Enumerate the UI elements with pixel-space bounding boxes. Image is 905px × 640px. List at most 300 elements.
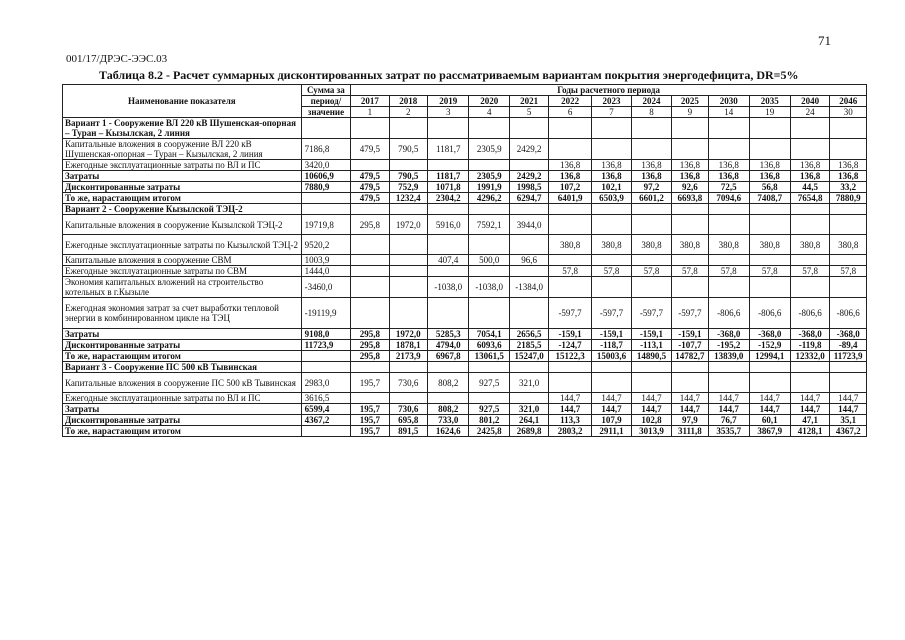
row-value bbox=[790, 362, 829, 373]
row-value: 57,8 bbox=[830, 266, 867, 277]
row-value: 136,8 bbox=[749, 171, 790, 182]
header-index: 8 bbox=[632, 107, 671, 118]
row-value bbox=[351, 255, 389, 266]
table-header bbox=[63, 85, 867, 118]
row-value: 5285,3 bbox=[428, 329, 469, 340]
row-value bbox=[749, 139, 790, 160]
row-value: 57,8 bbox=[549, 266, 591, 277]
row-value: 752,9 bbox=[389, 182, 427, 193]
row-value bbox=[389, 298, 427, 329]
row-value bbox=[351, 118, 389, 139]
header-year: 2022 bbox=[549, 96, 591, 107]
row-value: 11723,9 bbox=[830, 351, 867, 362]
row-name: Капитальные вложения в сооружение ПС 500 кВ Тывинская bbox=[63, 373, 302, 393]
row-value: 57,8 bbox=[591, 266, 631, 277]
header-index: 1 bbox=[351, 107, 389, 118]
row-sum: -19119,9 bbox=[301, 298, 351, 329]
row-value bbox=[671, 215, 708, 235]
row-value bbox=[549, 215, 591, 235]
row-value: 6693,8 bbox=[671, 193, 708, 204]
row-value: 7408,7 bbox=[749, 193, 790, 204]
row-value: 6503,9 bbox=[591, 193, 631, 204]
row-value: 380,8 bbox=[549, 235, 591, 255]
table-row bbox=[63, 204, 867, 215]
row-value bbox=[509, 298, 548, 329]
row-value: 321,0 bbox=[509, 404, 548, 415]
row-value: 136,8 bbox=[830, 171, 867, 182]
row-name: Капитальные вложения в сооружение СВМ bbox=[63, 255, 302, 266]
row-sum: 10606,9 bbox=[301, 171, 351, 182]
row-value: 2803,2 bbox=[549, 426, 591, 437]
header-index: 4 bbox=[469, 107, 509, 118]
row-sum: 7880,9 bbox=[301, 182, 351, 193]
row-value bbox=[389, 118, 427, 139]
row-value: 1991,9 bbox=[469, 182, 509, 193]
row-value: 57,8 bbox=[671, 266, 708, 277]
row-value: -368,0 bbox=[709, 329, 749, 340]
table-row bbox=[63, 415, 867, 426]
row-value bbox=[509, 235, 548, 255]
row-value: 113,3 bbox=[549, 415, 591, 426]
row-value: 136,8 bbox=[830, 160, 867, 171]
header-name: Наименование показателя bbox=[63, 85, 302, 118]
row-value bbox=[509, 362, 548, 373]
row-value: 195,7 bbox=[351, 404, 389, 415]
page-number: 71 bbox=[818, 33, 831, 48]
row-value: 321,0 bbox=[509, 373, 548, 393]
row-name: Капитальные вложения в сооружение ВЛ 220 кВ Шушенская-опорная – Туран – Кызылская, 2 линия bbox=[63, 139, 302, 160]
header-sum-line1: Сумма за bbox=[301, 85, 351, 96]
row-value bbox=[591, 255, 631, 266]
row-value: 2173,9 bbox=[389, 351, 427, 362]
row-value bbox=[830, 139, 867, 160]
row-value: 295,8 bbox=[351, 215, 389, 235]
row-value: 479,5 bbox=[351, 139, 389, 160]
row-value: -597,7 bbox=[591, 298, 631, 329]
row-value bbox=[469, 393, 509, 404]
row-value: 57,8 bbox=[749, 266, 790, 277]
row-value bbox=[830, 373, 867, 393]
row-value: -1038,0 bbox=[469, 277, 509, 298]
row-value: 144,7 bbox=[709, 393, 749, 404]
row-value: 7654,8 bbox=[790, 193, 829, 204]
row-value: 380,8 bbox=[790, 235, 829, 255]
row-value: 6967,8 bbox=[428, 351, 469, 362]
row-value: 927,5 bbox=[469, 404, 509, 415]
row-value: 1181,7 bbox=[428, 171, 469, 182]
row-value: 6093,6 bbox=[469, 340, 509, 351]
row-name: Дисконтированные затраты bbox=[63, 415, 302, 426]
row-value: 136,8 bbox=[549, 171, 591, 182]
row-value: 14782,7 bbox=[671, 351, 708, 362]
row-sum bbox=[301, 362, 351, 373]
table-row bbox=[63, 193, 867, 204]
row-value: 4128,1 bbox=[790, 426, 829, 437]
row-value bbox=[469, 235, 509, 255]
row-value bbox=[632, 255, 671, 266]
row-value: 380,8 bbox=[591, 235, 631, 255]
table-row bbox=[63, 118, 867, 139]
row-value: 7094,6 bbox=[709, 193, 749, 204]
row-value: -368,0 bbox=[790, 329, 829, 340]
row-value: 7880,9 bbox=[830, 193, 867, 204]
row-value: 35,1 bbox=[830, 415, 867, 426]
row-value bbox=[830, 215, 867, 235]
row-value: 12332,0 bbox=[790, 351, 829, 362]
row-value: 1972,0 bbox=[389, 215, 427, 235]
row-value bbox=[469, 204, 509, 215]
row-value: 57,8 bbox=[790, 266, 829, 277]
row-value: 2185,5 bbox=[509, 340, 548, 351]
row-sum: 1444,0 bbox=[301, 266, 351, 277]
row-value: 13839,0 bbox=[709, 351, 749, 362]
row-value bbox=[591, 215, 631, 235]
row-value: 6294,7 bbox=[509, 193, 548, 204]
header-year: 2024 bbox=[632, 96, 671, 107]
row-value: 3867,9 bbox=[749, 426, 790, 437]
row-value bbox=[389, 255, 427, 266]
row-value bbox=[632, 139, 671, 160]
row-value bbox=[389, 204, 427, 215]
row-value: 33,2 bbox=[830, 182, 867, 193]
row-value: 1181,7 bbox=[428, 139, 469, 160]
row-value bbox=[709, 118, 749, 139]
row-value bbox=[632, 118, 671, 139]
row-value: 144,7 bbox=[830, 404, 867, 415]
row-sum: 4367,2 bbox=[301, 415, 351, 426]
row-value: -597,7 bbox=[632, 298, 671, 329]
header-year: 2020 bbox=[469, 96, 509, 107]
row-value: 790,5 bbox=[389, 139, 427, 160]
row-name: Дисконтированные затраты bbox=[63, 340, 302, 351]
row-value bbox=[549, 139, 591, 160]
row-value: 380,8 bbox=[749, 235, 790, 255]
row-value bbox=[509, 118, 548, 139]
header-index: 9 bbox=[671, 107, 708, 118]
row-value: 2911,1 bbox=[591, 426, 631, 437]
row-value bbox=[591, 362, 631, 373]
row-sum: 9108,0 bbox=[301, 329, 351, 340]
row-value: 144,7 bbox=[549, 393, 591, 404]
row-value bbox=[509, 160, 548, 171]
row-value: 1998,5 bbox=[509, 182, 548, 193]
row-name: Ежегодные эксплуатационные затраты по СВМ bbox=[63, 266, 302, 277]
row-value bbox=[632, 373, 671, 393]
row-sum: 6599,4 bbox=[301, 404, 351, 415]
row-value: 695,8 bbox=[389, 415, 427, 426]
row-value bbox=[671, 255, 708, 266]
row-value: 7592,1 bbox=[469, 215, 509, 235]
row-value: 195,7 bbox=[351, 373, 389, 393]
row-value: 295,8 bbox=[351, 329, 389, 340]
row-sum bbox=[301, 193, 351, 204]
table-row bbox=[63, 393, 867, 404]
row-value bbox=[469, 266, 509, 277]
header-years-group: Годы расчетного периода bbox=[351, 85, 867, 96]
row-value: 144,7 bbox=[549, 404, 591, 415]
row-name: Затраты bbox=[63, 404, 302, 415]
row-value: 136,8 bbox=[591, 171, 631, 182]
table-row bbox=[63, 404, 867, 415]
row-value bbox=[389, 235, 427, 255]
row-value: 136,8 bbox=[709, 160, 749, 171]
row-value bbox=[632, 277, 671, 298]
row-value: 47,1 bbox=[790, 415, 829, 426]
table-row bbox=[63, 362, 867, 373]
row-value: 107,2 bbox=[549, 182, 591, 193]
row-name: Вариант 2 - Сооружение Кызылской ТЭЦ-2 bbox=[63, 204, 302, 215]
row-sum bbox=[301, 118, 351, 139]
row-value: 380,8 bbox=[671, 235, 708, 255]
header-sum-line2: период/ bbox=[301, 96, 351, 107]
header-index: 7 bbox=[591, 107, 631, 118]
row-value bbox=[428, 362, 469, 373]
row-value bbox=[469, 118, 509, 139]
row-value: 136,8 bbox=[671, 171, 708, 182]
table-row bbox=[63, 139, 867, 160]
row-sum bbox=[301, 204, 351, 215]
row-value: 195,7 bbox=[351, 415, 389, 426]
row-value bbox=[351, 298, 389, 329]
row-value bbox=[830, 277, 867, 298]
row-sum: 9520,2 bbox=[301, 235, 351, 255]
row-name: Затраты bbox=[63, 171, 302, 182]
row-value bbox=[428, 160, 469, 171]
row-value bbox=[549, 277, 591, 298]
row-value bbox=[469, 362, 509, 373]
row-value: 97,2 bbox=[632, 182, 671, 193]
row-value: -159,1 bbox=[591, 329, 631, 340]
row-value bbox=[749, 215, 790, 235]
row-value: 144,7 bbox=[671, 404, 708, 415]
row-value: -806,6 bbox=[709, 298, 749, 329]
row-value bbox=[790, 215, 829, 235]
row-value: 72,5 bbox=[709, 182, 749, 193]
table-caption: Таблица 8.2 - Расчет суммарных дисконтированных затрат по рассматриваемым вариантам покрытия энергодефицита, DR=5% bbox=[99, 68, 799, 82]
row-sum bbox=[301, 426, 351, 437]
row-value: 2656,5 bbox=[509, 329, 548, 340]
row-value bbox=[351, 204, 389, 215]
header-year: 2019 bbox=[428, 96, 469, 107]
row-value: 136,8 bbox=[749, 160, 790, 171]
row-value bbox=[790, 255, 829, 266]
row-value bbox=[709, 373, 749, 393]
header-year: 2046 bbox=[830, 96, 867, 107]
row-value: -597,7 bbox=[671, 298, 708, 329]
header-year: 2035 bbox=[749, 96, 790, 107]
row-name: Дисконтированные затраты bbox=[63, 182, 302, 193]
row-value bbox=[389, 160, 427, 171]
row-sum bbox=[301, 351, 351, 362]
header-index: 30 bbox=[830, 107, 867, 118]
row-value: 144,7 bbox=[591, 404, 631, 415]
row-value: 407,4 bbox=[428, 255, 469, 266]
row-value bbox=[549, 362, 591, 373]
row-value bbox=[428, 118, 469, 139]
header-index: 24 bbox=[790, 107, 829, 118]
document-code: 001/17/ДРЭС-ЭЭС.03 bbox=[66, 53, 168, 65]
row-value: 1972,0 bbox=[389, 329, 427, 340]
row-value: 479,5 bbox=[351, 182, 389, 193]
table-row bbox=[63, 426, 867, 437]
row-value bbox=[591, 139, 631, 160]
row-value: 733,0 bbox=[428, 415, 469, 426]
row-value bbox=[671, 118, 708, 139]
row-value bbox=[709, 215, 749, 235]
row-name: Вариант 1 - Сооружение ВЛ 220 кВ Шушенская-опорная – Туран – Кызылская, 2 линия bbox=[63, 118, 302, 139]
row-value bbox=[790, 373, 829, 393]
header-index: 5 bbox=[509, 107, 548, 118]
row-value bbox=[709, 255, 749, 266]
row-value bbox=[671, 373, 708, 393]
row-value bbox=[428, 235, 469, 255]
row-value: 380,8 bbox=[830, 235, 867, 255]
row-value bbox=[749, 255, 790, 266]
row-value: 927,5 bbox=[469, 373, 509, 393]
row-value: -159,1 bbox=[671, 329, 708, 340]
row-value: 2305,9 bbox=[469, 171, 509, 182]
table-row bbox=[63, 298, 867, 329]
row-value: -195,2 bbox=[709, 340, 749, 351]
table-row bbox=[63, 171, 867, 182]
row-value: 1071,8 bbox=[428, 182, 469, 193]
table-row bbox=[63, 373, 867, 393]
row-value: 144,7 bbox=[790, 404, 829, 415]
header-year: 2021 bbox=[509, 96, 548, 107]
row-value: 808,2 bbox=[428, 373, 469, 393]
row-value: -806,6 bbox=[830, 298, 867, 329]
row-value bbox=[591, 118, 631, 139]
row-sum: 11723,9 bbox=[301, 340, 351, 351]
row-value: 56,8 bbox=[749, 182, 790, 193]
row-sum: 3616,5 bbox=[301, 393, 351, 404]
row-value bbox=[790, 277, 829, 298]
row-value: 4296,2 bbox=[469, 193, 509, 204]
row-value: -806,6 bbox=[790, 298, 829, 329]
row-value: 730,6 bbox=[389, 404, 427, 415]
row-value: 2429,2 bbox=[509, 171, 548, 182]
row-value: 15247,0 bbox=[509, 351, 548, 362]
row-value bbox=[389, 393, 427, 404]
row-value bbox=[351, 277, 389, 298]
row-value: 136,8 bbox=[632, 171, 671, 182]
table-body bbox=[63, 118, 867, 437]
row-name: Экономия капитальных вложений на строительство котельных в г.Кызыле bbox=[63, 277, 302, 298]
row-value: 5916,0 bbox=[428, 215, 469, 235]
row-value: 790,5 bbox=[389, 171, 427, 182]
table-row bbox=[63, 160, 867, 171]
row-value: 1624,6 bbox=[428, 426, 469, 437]
table-row bbox=[63, 277, 867, 298]
header-year: 2040 bbox=[790, 96, 829, 107]
table-row bbox=[63, 351, 867, 362]
row-value bbox=[351, 393, 389, 404]
row-value: 2689,8 bbox=[509, 426, 548, 437]
row-value bbox=[591, 373, 631, 393]
row-value: 102,8 bbox=[632, 415, 671, 426]
row-value: 92,6 bbox=[671, 182, 708, 193]
row-value bbox=[509, 393, 548, 404]
row-value: 2305,9 bbox=[469, 139, 509, 160]
row-value: 4367,2 bbox=[830, 426, 867, 437]
table-row bbox=[63, 182, 867, 193]
row-value: 107,9 bbox=[591, 415, 631, 426]
row-value bbox=[790, 204, 829, 215]
row-value: 7054,1 bbox=[469, 329, 509, 340]
header-year: 2030 bbox=[709, 96, 749, 107]
row-value bbox=[709, 277, 749, 298]
row-value: 144,7 bbox=[671, 393, 708, 404]
header-index: 14 bbox=[709, 107, 749, 118]
header-index: 19 bbox=[749, 107, 790, 118]
row-value bbox=[351, 266, 389, 277]
row-value: 295,8 bbox=[351, 351, 389, 362]
row-value: -152,9 bbox=[749, 340, 790, 351]
row-value bbox=[591, 204, 631, 215]
row-name: Затраты bbox=[63, 329, 302, 340]
row-value: 76,7 bbox=[709, 415, 749, 426]
row-value: -159,1 bbox=[632, 329, 671, 340]
row-sum: 1003,9 bbox=[301, 255, 351, 266]
header-year: 2017 bbox=[351, 96, 389, 107]
row-value: 144,7 bbox=[632, 404, 671, 415]
row-value: -159,1 bbox=[549, 329, 591, 340]
row-name: Ежегодные эксплуатационные затраты по ВЛ и ПС bbox=[63, 160, 302, 171]
row-value: 144,7 bbox=[790, 393, 829, 404]
row-value: 6401,9 bbox=[549, 193, 591, 204]
row-value: 380,8 bbox=[709, 235, 749, 255]
row-value: 102,1 bbox=[591, 182, 631, 193]
row-value bbox=[389, 277, 427, 298]
row-value bbox=[549, 255, 591, 266]
row-value bbox=[830, 362, 867, 373]
header-index: 2 bbox=[389, 107, 427, 118]
row-sum: 3420,0 bbox=[301, 160, 351, 171]
row-value: 136,8 bbox=[591, 160, 631, 171]
row-value: 15003,6 bbox=[591, 351, 631, 362]
row-value bbox=[469, 298, 509, 329]
row-sum: 2983,0 bbox=[301, 373, 351, 393]
row-value bbox=[591, 277, 631, 298]
row-value bbox=[469, 160, 509, 171]
row-value: 295,8 bbox=[351, 340, 389, 351]
row-name: Ежегодные эксплуатационные затраты по Кызылской ТЭЦ-2 bbox=[63, 235, 302, 255]
row-value bbox=[671, 204, 708, 215]
row-name: То же, нарастающим итогом bbox=[63, 193, 302, 204]
row-value: 136,8 bbox=[709, 171, 749, 182]
row-value: -1384,0 bbox=[509, 277, 548, 298]
row-value bbox=[671, 277, 708, 298]
row-value bbox=[509, 266, 548, 277]
row-value bbox=[351, 362, 389, 373]
row-value: 1878,1 bbox=[389, 340, 427, 351]
row-value bbox=[749, 204, 790, 215]
row-value: 136,8 bbox=[790, 160, 829, 171]
row-value: 808,2 bbox=[428, 404, 469, 415]
row-sum: 7186,8 bbox=[301, 139, 351, 160]
row-value: 136,8 bbox=[632, 160, 671, 171]
row-value: 136,8 bbox=[671, 160, 708, 171]
row-value: 264,1 bbox=[509, 415, 548, 426]
row-name: То же, нарастающим итогом bbox=[63, 426, 302, 437]
row-value bbox=[671, 362, 708, 373]
row-value: 96,6 bbox=[509, 255, 548, 266]
row-value bbox=[549, 204, 591, 215]
row-value: 479,5 bbox=[351, 193, 389, 204]
row-value: -119,8 bbox=[790, 340, 829, 351]
row-value: 57,8 bbox=[709, 266, 749, 277]
header-year: 2018 bbox=[389, 96, 427, 107]
